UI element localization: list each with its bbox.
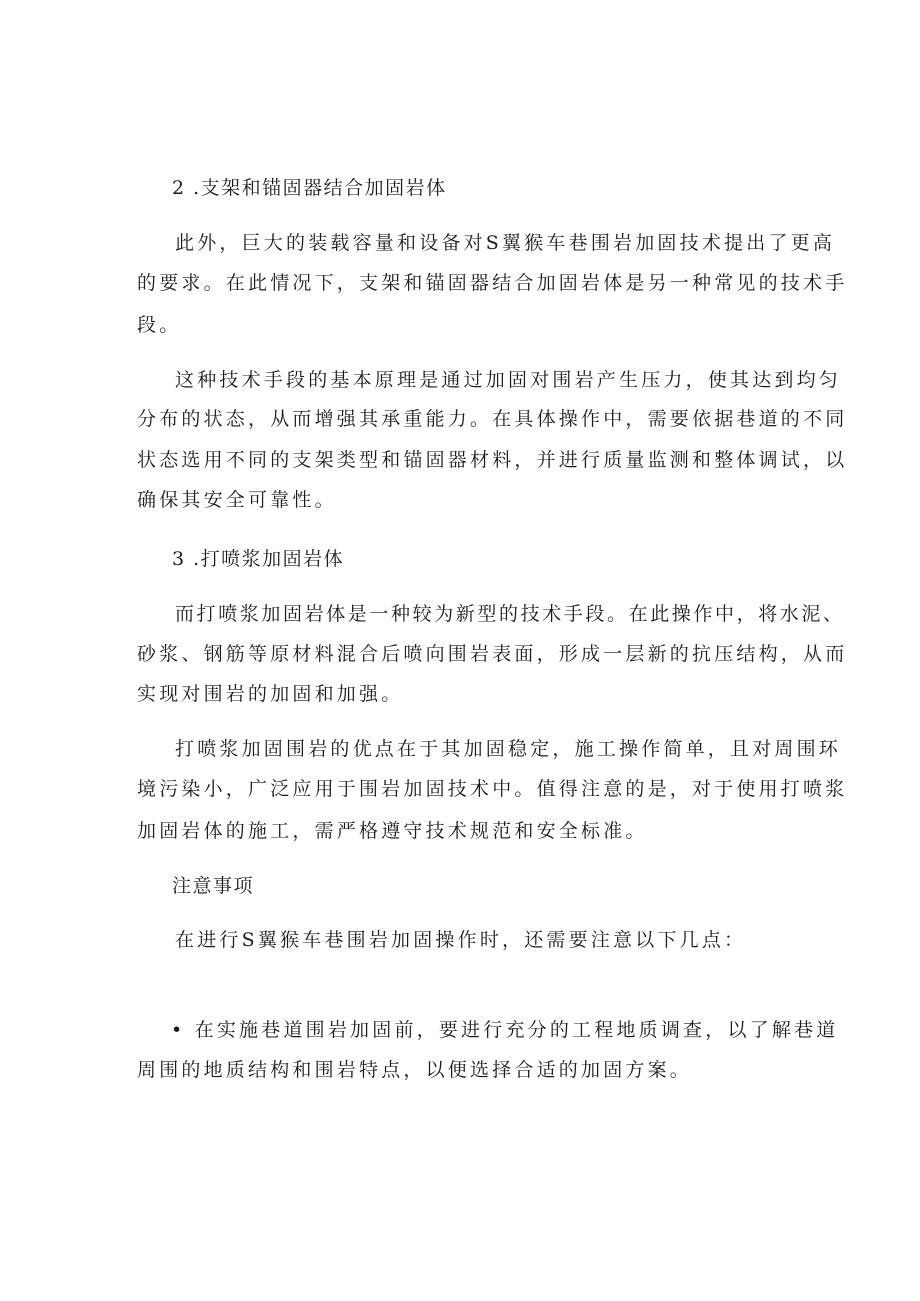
bullet-item: • 在实施巷道围岩加固前，要进行充分的工程地质调查，以了解巷道 (171, 1019, 839, 1041)
section-heading-2: 2 .支架和锚固器结合加固岩体 (172, 177, 447, 199)
paragraph-line: 分布的状态，从而增强其承重能力。在具体操作中，需要依据巷道的不同 (137, 408, 848, 430)
paragraph-line: 而打喷浆加固岩体是一种较为新型的技术手段。在此操作中，将水泥、 (175, 603, 845, 625)
notes-heading: 注意事项 (172, 875, 255, 897)
paragraph-line: 加固岩体的施工，需严格遵守技术规范和安全标准。 (137, 820, 648, 842)
paragraph-line: 打喷浆加固围岩的优点在于其加固稳定，施工操作简单，且对周围环 (175, 738, 842, 760)
paragraph-line: 此外，巨大的装载容量和设备对S翼猴车巷围岩加固技术提出了更高 (175, 232, 836, 254)
paragraph-line: 的要求。在此情况下，支架和锚固器结合加固岩体是另一种常见的技术手 (137, 272, 848, 294)
bullet-item-continuation: 周围的地质结构和围岩特点，以便选择合适的加固方案。 (137, 1059, 693, 1081)
paragraph-line: 砂浆、钢筋等原材料混合后喷向围岩表面，形成一层新的抗压结构，从而 (137, 643, 848, 665)
paragraph-line: 这种技术手段的基本原理是通过加固对围岩产生压力，使其达到均匀 (175, 369, 842, 391)
paragraph-line: 实现对围岩的加固和加强。 (137, 683, 404, 705)
section-heading-3: 3 .打喷浆加固岩体 (172, 548, 345, 570)
paragraph-line: 确保其安全可靠性。 (137, 489, 337, 511)
paragraph-line: 状态选用不同的支架类型和锚固器材料，并进行质量监测和整体调试，以 (137, 449, 848, 471)
paragraph-line: 段。 (137, 314, 182, 336)
paragraph-line: 在进行S翼猴车巷围岩加固操作时，还需要注意以下几点： (175, 929, 747, 951)
paragraph-line: 境污染小，广泛应用于围岩加固技术中。值得注意的是，对于使用打喷浆 (137, 778, 848, 800)
